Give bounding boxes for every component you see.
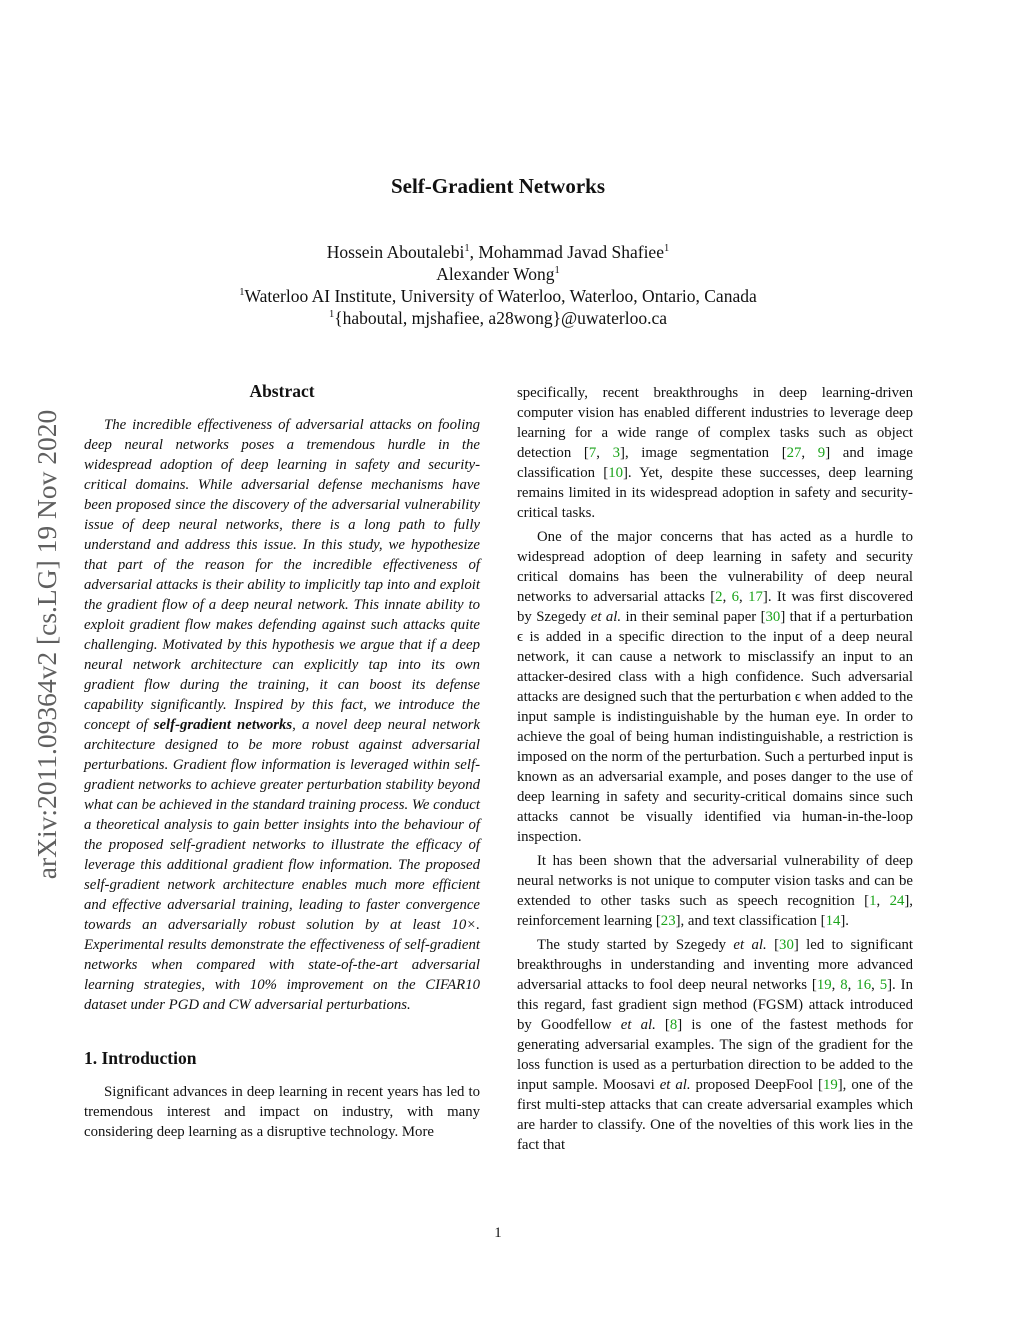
abstract [84, 415, 480, 1015]
et-al: et al. [620, 1017, 656, 1033]
right-column [517, 383, 913, 1155]
citation-link[interactable]: 1 [869, 893, 877, 909]
author-line-2 [0, 263, 996, 285]
author-block [0, 241, 996, 329]
citation-link[interactable]: 30 [765, 609, 781, 625]
citation-link[interactable]: 16 [856, 977, 872, 993]
citation-link[interactable]: 17 [748, 589, 763, 605]
abstract-text [84, 415, 480, 1015]
section-heading-introduction: 1. Introduction [84, 1048, 197, 1068]
affiliation-mark: 1 [239, 287, 245, 298]
text-run: , [831, 977, 841, 993]
author-name: Mohammad Javad Shafiee [478, 242, 664, 262]
text-run: , [876, 893, 890, 909]
body-paragraph [517, 383, 913, 523]
affiliation-mark: 1 [554, 265, 560, 276]
affiliation-mark: 1 [329, 309, 335, 320]
citation-link[interactable]: 19 [822, 1077, 838, 1093]
text-run: ] and image classification [ [517, 445, 913, 481]
et-al: et al. [659, 1077, 691, 1093]
et-al: et al. [590, 609, 622, 625]
text-run: proposed DeepFool [ [690, 1077, 823, 1093]
text-run: ], image segmentation [ [620, 445, 787, 461]
paper-title: Self-Gradient Networks [390, 174, 606, 198]
text-run: ] that if a perturbation ϵ is added in a specific direction to the input of a deep neural network, it can cause a network to misclassify an input to an attacker-desired class with a high confidence. Such adversarial attacks are designed such that the perturbation ϵ when added to the input sample is indistinguishable by the human eye. In order to achieve the goal of being human indistinguishable, a restriction is imposed on the norm of the perturbation. Such a perturbed input is known as an adversarial example, and poses danger to the use of deep learning in safety and security-critical domains since such attacks cannot be visually identified via human-in-the-loop inspection. [517, 609, 913, 845]
text-run: ], and text classification [ [675, 913, 826, 929]
left-column [84, 379, 480, 1142]
text-run: ], one of the first multi-step attacks that can create adversarial examples which are harder to classify. One of the novelties of this work lies in the fact that [517, 1077, 913, 1153]
citation-link[interactable]: 24 [889, 893, 905, 909]
text-run: , [596, 445, 613, 461]
text-run: , [801, 445, 818, 461]
citation-link[interactable]: 30 [779, 937, 794, 953]
text-run: ]. It was first discovered by Szegedy [517, 589, 914, 625]
citation-link[interactable]: 23 [660, 913, 676, 929]
text-run: , [847, 977, 857, 993]
text-run: , [739, 589, 749, 605]
citation-link[interactable]: 9 [817, 445, 826, 461]
citation-link[interactable]: 7 [588, 445, 597, 461]
text-run: It has been shown that the adversarial vulnerability of deep neural networks is not unique to computer vision tasks and can be extended to other tasks such as speech recognition [ [517, 853, 913, 909]
affiliation-text: Waterloo AI Institute, University of Waterloo, Waterloo, Ontario, Canada [244, 286, 757, 306]
text-run: ] led to significant breakthroughs in understanding and inventing more advanced adversarial attacks to fool deep neural networks [ [517, 937, 914, 993]
author-separator: , [469, 242, 479, 262]
abstract-emphasis: self-gradient networks [153, 717, 293, 733]
text-run: [ [655, 1017, 670, 1033]
abstract-text-part: , a novel deep neural network architecture designed to be more robust against adversarial perturbations. Gradient flow information is leveraged within self-gradient networks to achieve greater perturbation stability beyond what can be achieved in the standard training process. We conduct a theoretical analysis to gain better insights into the behaviour of the proposed self-gradient networks to illustrate the efficacy of leverage this additional gradient flow information. The proposed self-gradient network architecture enables much more efficient and effective adversarial training, leading to faster convergence towards an adversarially robust solution by at least 10×. Experimental results demonstrate the effectiveness of self-gradient networks when compared with state-of-the-art adversarial learning strategies, with 10% improvement on the CIFAR10 dataset under PGD and CW adversarial perturbations. [84, 717, 480, 1013]
citation-link[interactable]: 10 [608, 465, 623, 481]
author-emails [0, 307, 996, 329]
affiliation [0, 285, 996, 307]
text-run: specifically, recent breakthroughs in deep learning-driven computer vision has enabled different industries to leverage deep learning for a wide range of complex tasks such as object detection [ [517, 385, 913, 461]
author-line-1 [0, 241, 996, 263]
abstract-text-part: The incredible effectiveness of adversarial attacks on fooling deep neural networks poses a tremendous hurdle in the widespread adoption of deep learning in safety and security-critical domains. While adversarial defense mechanisms have been proposed since the discovery of the adversarial vulnerability issue of deep neural networks, there is a long path to fully understand and address this issue. In this study, we hypothesize that part of the reason for the incredible effectiveness of adversarial attacks is their ability to implicitly tap into and exploit the gradient flow of a deep neural network. This innate ability to exploit gradient flow makes defending against such attacks quite challenging. Motivated by this hypothesis we argue that if a deep neural network architecture can explicitly tap into its own gradient flow during the training, it can boost its defense capability significantly. Inspired by this fact, we introduce the concept of [84, 417, 480, 733]
text-run: The study started by Szegedy [537, 937, 734, 953]
text-run: [ [766, 937, 780, 953]
citation-link[interactable]: 8 [669, 1017, 678, 1033]
text-run: ], reinforcement learning [ [517, 893, 913, 929]
arxiv-side-stamp [32, 346, 62, 943]
text-run: ]. Yet, despite these successes, deep learning remains limited in its widespread adoption in safety and security-critical tasks. [517, 465, 913, 521]
et-al: et al. [733, 937, 767, 953]
author-name: Hossein Aboutalebi [326, 242, 465, 262]
citation-link[interactable]: 3 [612, 445, 621, 461]
affiliation-mark: 1 [663, 243, 670, 254]
text-run: ]. [840, 913, 850, 929]
arxiv-identifier: arXiv:2011.09364v2 [cs.LG] 19 Nov 2020 [31, 409, 62, 880]
citation-link[interactable]: 6 [731, 589, 740, 605]
author-name: Alexander Wong [436, 264, 555, 284]
email-text: {haboutal, mjshafiee, a28wong}@uwaterloo.ca [334, 308, 667, 328]
text-run: in their seminal paper [ [621, 609, 766, 625]
text-run: , [722, 589, 732, 605]
citation-link[interactable]: 8 [840, 977, 848, 993]
text-run: ]. In this regard, fast gradient sign method (FGSM) attack introduced by Goodfellow [517, 977, 913, 1033]
citation-link[interactable]: 14 [825, 913, 841, 929]
citation-link[interactable]: 19 [816, 977, 832, 993]
abstract-heading: Abstract [249, 381, 315, 401]
body-paragraph [517, 527, 913, 847]
text-run: One of the major concerns that has acted as a hurdle to widespread adoption of deep learning in safety and security critical domains has been the vulnerability of deep neural networks to adversarial attacks [ [517, 529, 913, 605]
body-paragraph [517, 851, 913, 931]
page-number: 1 [494, 1225, 502, 1241]
citation-link[interactable]: 2 [715, 589, 723, 605]
citation-link[interactable]: 27 [786, 445, 802, 461]
text-run: , [871, 977, 880, 993]
intro-paragraph: Significant advances in deep learning in recent years has led to tremendous interest and impact on industry, with many considering deep learning as a disruptive technology. More [84, 1084, 480, 1140]
body-paragraph [517, 935, 913, 1155]
affiliation-mark: 1 [464, 243, 470, 254]
text-run: ] is one of the fastest methods for generating adversarial examples. The sign of the gradient for the loss function is used as a perturbation direction to be added to the input sample. Moosavi [517, 1017, 913, 1093]
citation-link[interactable]: 5 [879, 977, 888, 993]
